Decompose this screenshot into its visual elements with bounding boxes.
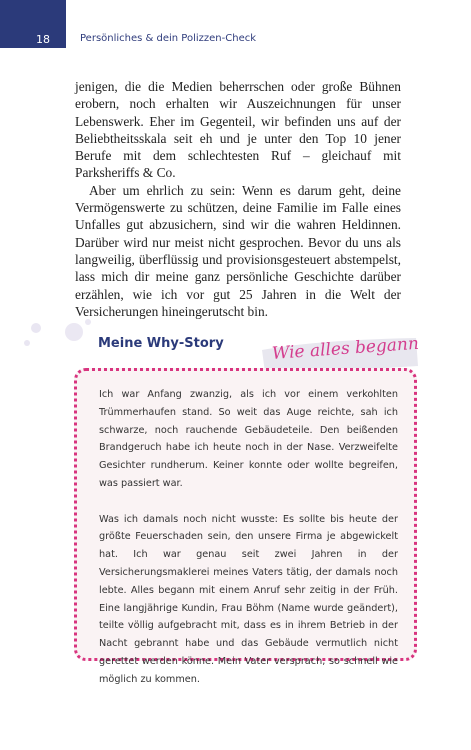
page-number: 18 [36,33,50,46]
story-title: Meine Why-Story [98,336,224,351]
decorative-dot [85,319,91,325]
story-text [99,386,398,706]
decorative-dots [18,318,98,363]
decorative-dot [31,323,41,333]
page-number-tab [0,0,66,48]
body-paragraph: jenigen, die die Medien beherrschen oder große Bühnen erobern, noch erhalten wir Auszeichnungen für unser Lebenswerk. Eher im Gegenteil, wir befinden uns auf der Beliebtheitsskala seit eh und je unter den Top 10 jener Berufe mit dem schlechtesten Ruf – gleichauf mit Parksheriffs & Co. [75,79,401,181]
story-paragraph: Ich war Anfang zwanzig, als ich vor einem verkohlten Trümmerhaufen stand. So weit das Auge reichte, sah ich schwarze, noch rauchende Gebäudeteile. Den beißenden Brandgeruch habe ich heute noch in der Nase. Verzweifelte Gesichter rundherum. Keiner konnte oder wollte begreifen, was passiert war. [99,389,398,489]
decorative-dot [24,340,30,346]
body-text [75,78,401,320]
story-paragraph: Was ich damals noch nicht wusste: Es sollte bis heute der größte Feuerschaden sein, den unsere Firma je abgewickelt hat. Ich war genau seit zwei Jahren in der Versicherungsmaklerei meines Vaters tätig, der damals noch lebte. Alles begann mit einem Anruf sehr zeitig in der Früh. Eine langjährige Kundin, Frau Böhm (Name wurde geändert), teilte völlig aufgebracht mit, dass es in ihrem Betrieb in der Nacht gebrannt habe und das Gebäude vermutlich nicht gerettet werden könne. Mein Vater versprach, so schnell wie möglich zu kommen. [99,513,398,685]
running-head: Persönliches & dein Polizzen-Check [80,33,257,44]
body-paragraph: Aber um ehrlich zu sein: Wenn es darum geht, deine Vermögenswerte zu schützen, deine Familie im Falle eines Unfalles gut abzusichern, sind wir die wahren Heldinnen. Darüber wird nur meist nicht gesprochen. Bevor du uns als langweilig, überflüssig und provisionsgesteuert abstempelst, lass mich dir meine ganz persönliche Geschichte darüber erzählen, wie ich vor gut 25 Jahren in die Welt der Versicherungen hineingerutscht bin. [75,182,401,319]
banner-text: Wie alles begann [271,333,420,364]
decorative-dot [65,323,83,341]
